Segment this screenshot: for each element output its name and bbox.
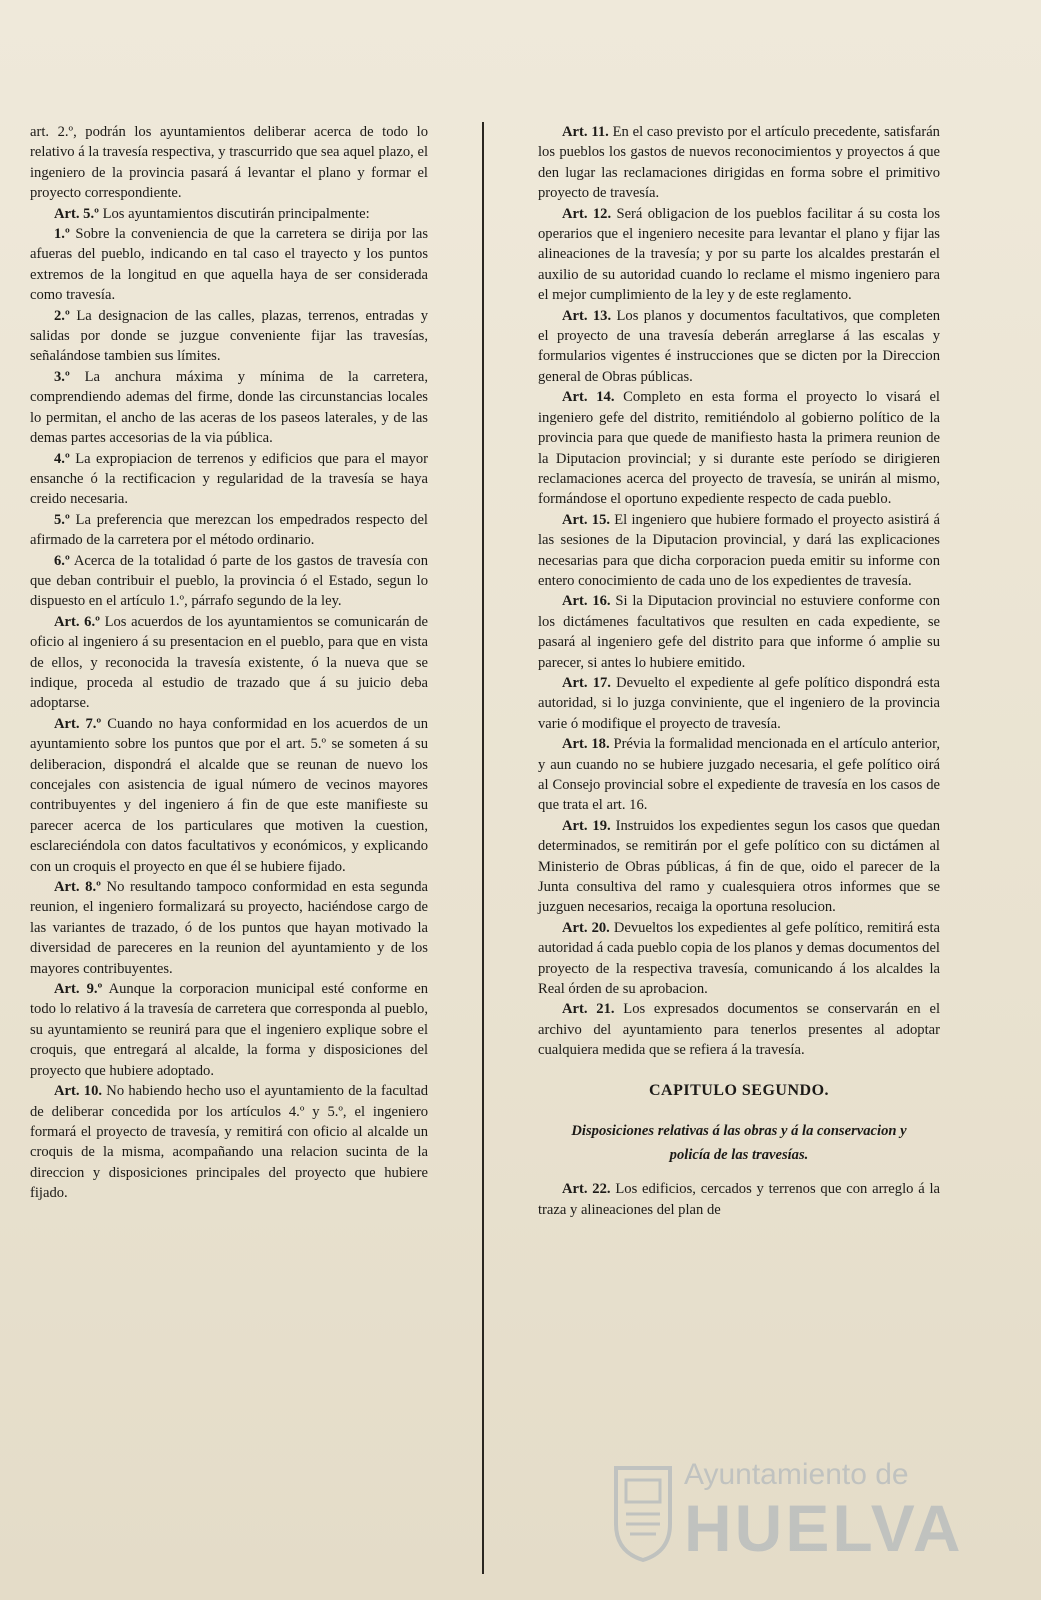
item-text: La expropiacion de terrenos y edificios que para el mayor ensanche ó la rectificacion y regularidad de la travesía se haya creido necesaria. <box>30 450 428 508</box>
article-21 <box>538 999 940 1060</box>
article-label: Art. 12. <box>562 205 612 222</box>
list-item-2 <box>30 306 428 367</box>
article-label: Art. 13. <box>562 307 612 324</box>
item-label: 4.º <box>54 450 70 467</box>
article-label: Art. 5.º <box>54 205 99 222</box>
left-column <box>30 122 428 1204</box>
article-text: No habiendo hecho uso el ayuntamiento de la facultad de deliberar concedida por los artículos 4.º y 5.º, el ingeniero formará el proyecto de travesía, y remitirá con oficio al alcalde un croquis de la misma, acompañando una relacion sucinta de la direccion y disposiciones principales del proyecto que hubiere fijado. <box>30 1083 428 1202</box>
article-label: Art. 21. <box>562 1001 615 1018</box>
article-13 <box>538 306 940 388</box>
article-text: Cuando no haya conformidad en los acuerdos de un ayuntamiento sobre los puntos que por el art. 5.º se someten á su deliberacion, dispondrá el alcalde que se reunan de nuevo los concejales con asistencia de igual número de vecinos mayores contribuyentes y del ingeniero á fin de que este manifieste su parecer acerca de los particulares que motiven la cuestion, esclareciéndola con datos facultativos y económicos, y explicando con un croquis el proyecto en que él se hubiere fijado. <box>30 715 428 875</box>
coat-of-arms-icon <box>612 1464 674 1564</box>
article-label: Art. 17. <box>562 674 611 691</box>
article-18 <box>538 734 940 816</box>
column-divider <box>482 122 484 1574</box>
article-label: Art. 6.º <box>54 613 100 630</box>
list-item-1 <box>30 224 428 306</box>
item-text: La preferencia que merezcan los empedrados respecto del afirmado de la carretera por el método ordinario. <box>30 511 428 549</box>
article-label: Art. 14. <box>562 389 615 406</box>
ayuntamiento-huelva-watermark <box>612 1458 1012 1578</box>
article-text: Si la Diputacion provincial no estuviere conforme con los dictámenes facultativos que resulten en cada expediente, se pasará al ingeniero gefe del distrito para que informe ó amplie su parecer, si antes lo hubiere emitido. <box>538 593 940 671</box>
article-15 <box>538 510 940 592</box>
article-text: Completo en esta forma el proyecto lo visará el ingeniero gefe del distrito, remitiéndolo al gobierno político de la provincia para que quede de manifiesto hasta la primera reunion de la Diputacion provincial; y si durante este período se dirigieren reclamaciones acerca del proyecto de travesía, se unirán al mismo, formándose el oportuno expediente respecto de cada pueblo. <box>538 389 940 508</box>
chapter-heading: CAPITULO SEGUNDO. <box>648 1081 830 1099</box>
list-item-5 <box>30 510 428 551</box>
article-label: Art. 18. <box>562 736 610 753</box>
item-label: 1.º <box>54 226 70 243</box>
article-text: Devuelto el expediente al gefe político dispondrá esta autoridad, si lo juzga conviniente, que el ingeniero de la provincia varie ó modifique el proyecto de travesía. <box>538 674 940 732</box>
article-11 <box>538 122 940 204</box>
list-item-3 <box>30 367 428 449</box>
article-7 <box>30 714 428 877</box>
list-item-6 <box>30 551 428 612</box>
item-label: 6.º <box>54 552 70 569</box>
article-text: Será obligacion de los pueblos facilitar á su costa los operarios que el ingeniero necesite para levantar el plano y fijar las alineaciones de la travesía; y por su parte los alcaldes prestarán el auxilio de su autoridad cuando lo reclame el mismo ingeniero para el mejor cumplimiento de la ley y de este reglamento. <box>538 205 941 304</box>
article-text: Los edificios, cercados y terrenos que con arreglo á la traza y alineaciones del plan de <box>538 1181 941 1218</box>
watermark-line2: HUELVA <box>684 1491 964 1565</box>
watermark-line1: Ayuntamiento de <box>684 1458 909 1491</box>
article-text: Aunque la corporacion municipal esté conforme en todo lo relativo á la travesía de carretera que corresponda al pueblo, su ayuntamiento se reunirá para que el ingeniero explique sobre el croquis, que entregará al alcalde, la forma y disposiciones del proyecto que hubiere adoptado. <box>30 981 429 1079</box>
item-label: 3.º <box>54 368 70 385</box>
article-label: Art. 16. <box>562 593 611 610</box>
article-19 <box>538 816 940 918</box>
article-text: El ingeniero que hubiere formado el proyecto asistirá á las sesiones de la Diputacion provincial, y dará las explicaciones necesarias para que dicha corporacion pueda emitir su informe con entero conocimiento de cada uno de los expedientes de travesía. <box>538 511 940 589</box>
article-label: Art. 7.º <box>54 715 102 732</box>
item-text: La anchura máxima y mínima de la carretera, comprendiendo ademas del firme, donde las circunstancias locales lo permitan, el ancho de las aceras de los paseos laterales, y de las demas partes accesorias de la via pública. <box>30 368 429 447</box>
article-label: Art. 19. <box>562 817 611 834</box>
paragraph-continuation: art. 2.º, podrán los ayuntamientos deliberar acerca de todo lo relativo á la travesía respectiva, y trascurrido que sea aquel plazo, el ingeniero de la provincia pasará á levantar el plano y formar el proyecto correspondiente. <box>30 124 428 202</box>
article-5 <box>30 204 428 224</box>
article-text: En el caso previsto por el artículo precedente, satisfarán los pueblos los gastos de nuevos reconocimientos y proyectos á que den lugar las reclamaciones dirigidas en forma sobre el primitivo proyecto de travesía. <box>538 124 940 202</box>
article-label: Art. 20. <box>562 919 610 936</box>
list-item-4 <box>30 449 428 510</box>
article-14 <box>538 387 940 509</box>
article-17 <box>538 673 940 734</box>
article-text: Los planos y documentos facultativos, que completen el proyecto de una travesía deberán arreglarse á las escalas y formularios vigentes é instrucciones que se dicten por la Direccion general de Obras públicas. <box>538 307 940 385</box>
article-20 <box>538 918 940 1000</box>
article-6 <box>30 612 428 714</box>
article-8 <box>30 877 428 979</box>
article-12 <box>538 204 940 306</box>
article-text: Los ayuntamientos discutirán principalmente: <box>102 205 370 222</box>
right-column <box>538 122 940 1220</box>
article-text: Prévia la formalidad mencionada en el artículo anterior, y aun cuando no se hubiere juzgado necesaria, el gefe político oirá al Consejo provincial sobre el expediente de travesía en los casos de que trata el art. 16. <box>538 736 940 814</box>
item-label: 5.º <box>54 511 70 528</box>
item-text: La designacion de las calles, plazas, terrenos, entradas y salidas por donde se juzgue conveniente fijar las travesías, señalándose tambien sus límites. <box>30 307 428 365</box>
article-22 <box>538 1179 940 1220</box>
article-text: Devueltos los expedientes al gefe político, remitirá esta autoridad á cada pueblo copia de los planos y demas documentos del proyecto de la respectiva travesía, comunicando á los alcaldes la Real órden de su aprobacion. <box>538 919 940 998</box>
article-text: Instruidos los expedientes segun los casos que quedan determinados, se remitirán por el gefe político con su dictámen al Ministerio de Obras públicas, á fin de que, oido el parecer de la Junta consultiva del ramo y cualesquiera otros informes que se juzguen necesarios, recaiga la oportuna resolucion. <box>538 817 941 916</box>
chapter-subtitle: Disposiciones relativas á las obras y á la conservacion y policía de las travesías. <box>571 1123 907 1164</box>
article-label: Art. 22. <box>562 1181 611 1198</box>
item-text: Acerca de la totalidad ó parte de los gastos de travesía con que deban contribuir el pueblo, la provincia ó el Estado, segun lo dispuesto en el artículo 1.º, párrafo segundo de la ley. <box>30 552 428 610</box>
article-text: Los acuerdos de los ayuntamientos se comunicarán de oficio al ingeniero á su presentacion en el pueblo, para que en vista de ellos, y reconocida la travesía existente, ó la nueva que se indique, proceda al estudio de trazado que á su juicio deba adoptarse. <box>30 613 428 712</box>
article-text: No resultando tampoco conformidad en esta segunda reunion, el ingeniero formalizará su proyecto, haciéndose cargo de las variantes de trazado, ó de los puntos que hayan motivado la diversidad de pareceres en la reunion del ayuntamiento y de los mayores contribuyentes. <box>30 879 429 977</box>
article-label: Art. 8.º <box>54 879 101 896</box>
article-label: Art. 15. <box>562 511 611 528</box>
article-label: Art. 9.º <box>54 981 103 998</box>
article-16 <box>538 591 940 673</box>
article-label: Art. 11. <box>562 124 609 140</box>
article-10 <box>30 1081 428 1203</box>
article-text: Los expresados documentos se conservarán en el archivo del ayuntamiento para tenerlos presentes al adoptar cualquiera medida que se refiera á la travesía. <box>538 1001 940 1059</box>
article-label: Art. 10. <box>54 1083 103 1100</box>
item-text: Sobre la conveniencia de que la carretera se dirija por las afueras del pueblo, indicando en tal caso el trayecto y los puntos extremos de la longitud en que aquella haya de ser considerada como travesía. <box>30 226 428 304</box>
item-label: 2.º <box>54 307 70 324</box>
article-9 <box>30 979 428 1081</box>
